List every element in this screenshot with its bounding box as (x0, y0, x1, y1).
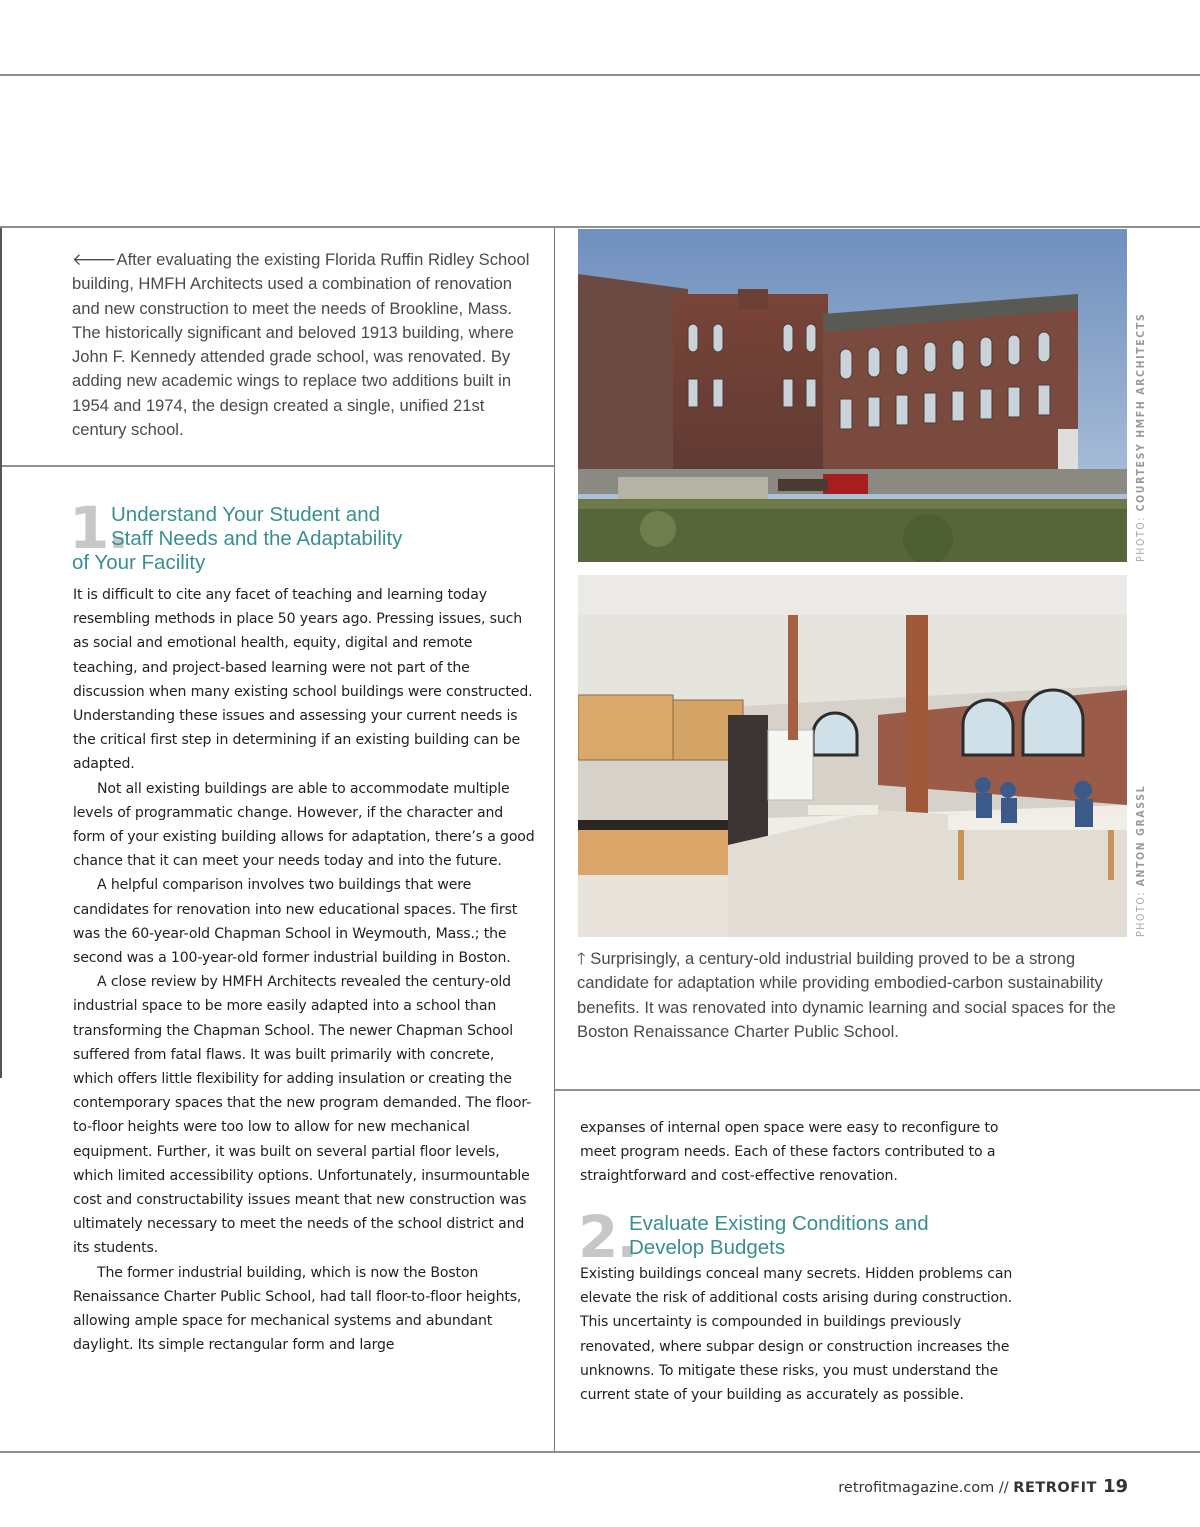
section-1-heading-line3: of Your Facility (72, 551, 206, 574)
body-paragraph: The former industrial building, which is now the Boston Renaissance Charter Public School, had tall floor-to-floor heights, allowing ample space for mechanical systems and abundant daylight. Its simple rectangular form and large (73, 1264, 522, 1354)
photo-brick-school-exterior (578, 229, 1127, 562)
arrow-left-icon: 🡐 (72, 250, 117, 269)
arrow-up-icon: 🡑 (577, 949, 586, 968)
footer-magazine: RETROFIT (1013, 1480, 1097, 1496)
photo-2-credit: PHOTO: ANTON GRASSL (1135, 784, 1147, 937)
page-number: 19 (1102, 1476, 1128, 1497)
continued-body (580, 1116, 1035, 1189)
body-paragraph: It is difficult to cite any facet of teaching and learning today resembling methods in place 50 years ago. Pressing issues, such as social and emotional health, equity, digital and remote teaching, and project-based learning were not part of the discussion when many existing school buildings were constructed. Understanding these issues and assessing your current needs is the critical first step in determining if an existing building can be adapted. (73, 587, 533, 773)
photo-caption-middle (577, 947, 1122, 1044)
right-column-divider (555, 1089, 1200, 1091)
section-1-heading-line2: Staff Needs and the Adaptability (111, 527, 403, 550)
section-1-heading-line1: Understand Your Student and (111, 503, 380, 526)
left-edge-rule (0, 228, 2, 1078)
continued-paragraph: expanses of internal open space were easy to reconfigure to meet program needs. Each of these factors contributed to a straightforward and cost-effective renovation. (580, 1120, 999, 1185)
column-divider (554, 228, 555, 1452)
body-paragraph: Existing buildings conceal many secrets. Hidden problems can elevate the risk of additional costs arising during construction. This uncertainty is compounded in buildings previously renovated, where subpar design or construction increases the unknowns. To mitigate these risks, you must understand the current state of your building as accurately as possible. (580, 1266, 1013, 1404)
upper-rule (0, 226, 1200, 228)
section-2-body (580, 1262, 1035, 1407)
caption-top-text: After evaluating the existing Florida Ruffin Ridley School building, HMFH Architects used a combination of renovation and new construction to meet the needs of Brookline, Mass. The historically significant and beloved 1913 building, where John F. Kennedy attended grade school, was renovated. By adding new academic wings to replace two additions built in 1954 and 1974, the design created a single, unified 21st century school. (72, 250, 530, 440)
section-number-1: 1. (69, 494, 128, 562)
bottom-rule (0, 1451, 1200, 1453)
section-2-heading-line1: Evaluate Existing Conditions and (629, 1212, 929, 1235)
page-footer (838, 1476, 1128, 1497)
section-number-2: 2. (578, 1203, 637, 1271)
caption-middle-text: Surprisingly, a century-old industrial building proved to be a strong candidate for adaptation while providing embodied-carbon sustainability benefits. It was renovated into dynamic learning and social spaces for the Boston Renaissance Charter Public School. (577, 949, 1116, 1041)
photo-classroom-interior (578, 575, 1127, 937)
section-2-heading-line2: Develop Budgets (629, 1236, 786, 1259)
caption-divider (0, 465, 555, 467)
photo-1-credit: PHOTO: COURTESY HMFH ARCHITECTS (1135, 312, 1147, 562)
photo-caption-top (72, 248, 540, 442)
body-paragraph: Not all existing buildings are able to accommodate multiple levels of programmatic change. However, if the character and form of your existing building allows for adaptation, there’s a good chance that it can meet your needs today and into the future. (73, 780, 535, 870)
body-paragraph: A close review by HMFH Architects revealed the century-old industrial space to be more easily adapted into a school than transforming the Chapman School. The newer Chapman School suffered from fatal flaws. It was built primarily with concrete, which offers little flexibility for adding insulation or creating the contemporary spaces that the new program demanded. The floor-to-floor heights were too low to allow for new mechanical equipment. Further, it was built on several partial floor levels, which limited accessibility options. Unfortunately, insurmountable cost and constructability issues meant that new construction was ultimately necessary to meet the needs of the school district and its students. (73, 974, 532, 1257)
body-paragraph: A helpful comparison involves two buildings that were candidates for renovation into new educational spaces. The first was the 60-year-old Chapman School in Weymouth, Mass.; the second was a 100-year-old former industrial building in Boston. (73, 877, 518, 967)
top-rule (0, 74, 1200, 76)
section-1-body (73, 583, 535, 1358)
footer-site: retrofitmagazine.com // (838, 1480, 1014, 1496)
